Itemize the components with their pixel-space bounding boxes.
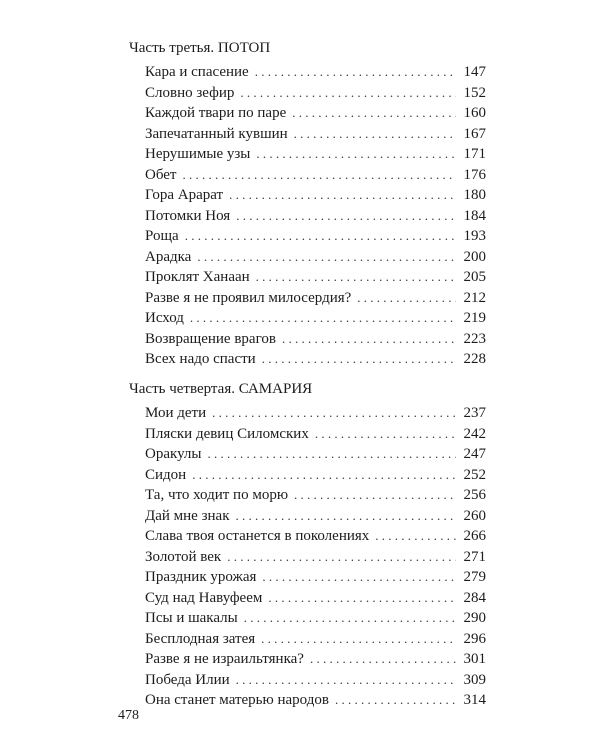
dot-leader [190, 308, 456, 329]
dot-leader [256, 267, 456, 288]
toc-entry-title: Каждой твари по паре [145, 105, 287, 121]
toc-entry-title: Исход [145, 310, 184, 326]
toc-entry[interactable] [145, 267, 486, 288]
toc-entry-title: Потомки Ноя [145, 207, 231, 224]
toc-entry-title: Кара и спасение [145, 64, 249, 80]
toc-list-part-3 [145, 62, 486, 370]
dot-leader [244, 608, 456, 629]
toc-entry-title: Запечатанный кувшин [145, 125, 288, 142]
toc-entry-page: 212 [463, 289, 486, 306]
toc-entry[interactable] [145, 83, 486, 104]
toc-entry-title: Слава твоя останется в поколениях [145, 528, 370, 544]
toc-entry[interactable] [145, 124, 486, 145]
dot-leader [261, 629, 456, 650]
toc-entry-page: 247 [463, 446, 486, 462]
toc-entry-page: 256 [463, 487, 486, 503]
dot-leader [197, 247, 456, 268]
toc-entry-page: 167 [463, 125, 486, 142]
toc-entry-title: Она станет матерью народов [145, 692, 329, 708]
toc-entry-title: Разве я не проявил милосердия? [145, 289, 352, 306]
dot-leader [255, 62, 456, 83]
dot-leader [240, 83, 456, 104]
toc-entry[interactable] [145, 629, 486, 650]
toc-entry[interactable] [145, 547, 486, 568]
toc-entry-title: Оракулы [145, 446, 202, 462]
toc-entry-page: 171 [463, 146, 486, 162]
toc-entry[interactable] [145, 206, 486, 227]
toc-entry-page: 279 [463, 569, 486, 585]
toc-entry[interactable] [145, 670, 486, 691]
toc-entry-page: 200 [463, 248, 486, 265]
toc-entry-title: Разве я не израильтянка? [145, 651, 304, 667]
dot-leader [282, 329, 456, 350]
toc-entry-page: 271 [463, 548, 486, 565]
toc-entry[interactable] [145, 308, 486, 329]
toc-entry[interactable] [145, 444, 486, 465]
dot-leader [192, 465, 456, 486]
toc-entry-page: 301 [463, 651, 486, 667]
toc-entry-page: 252 [463, 466, 486, 483]
toc-entry-title: Та, что ходит по морю [145, 487, 289, 503]
dot-leader [292, 103, 456, 124]
toc-entry[interactable] [145, 165, 486, 186]
dot-leader [236, 670, 456, 691]
toc-entry-title: Нерушимые узы [145, 146, 251, 162]
toc-entry[interactable] [145, 485, 486, 506]
toc-entry-page: 147 [463, 64, 486, 80]
dot-leader [262, 349, 456, 370]
dot-leader [335, 690, 456, 711]
dot-leader [357, 288, 456, 309]
toc-entry-title: Словно зефир [145, 84, 235, 101]
dot-leader [375, 526, 456, 547]
toc-entry-title: Бесплодная затея [145, 630, 256, 647]
toc-entry[interactable] [145, 465, 486, 486]
toc-entry[interactable] [145, 62, 486, 83]
toc-entry[interactable] [145, 424, 486, 445]
toc-entry-page: 176 [463, 166, 486, 183]
toc-entry-page: 152 [463, 84, 486, 101]
toc-entry-page: 309 [463, 671, 486, 688]
toc-entry-title: Дай мне знак [145, 507, 230, 524]
toc-entry[interactable] [145, 185, 486, 206]
toc-entry-page: 260 [463, 507, 486, 524]
page-number: 478 [118, 708, 139, 723]
toc-entry[interactable] [145, 247, 486, 268]
toc-entry-page: 193 [463, 228, 486, 244]
dot-leader [256, 144, 456, 165]
toc-entry[interactable] [145, 349, 486, 370]
toc-entry[interactable] [145, 103, 486, 124]
toc-entry-page: 266 [463, 528, 486, 544]
dot-leader [236, 206, 456, 227]
toc-entry[interactable] [145, 526, 486, 547]
toc-entry-title: Праздник урожая [145, 569, 257, 585]
dot-leader [315, 424, 456, 445]
toc-entry[interactable] [145, 588, 486, 609]
toc-entry-page: 228 [463, 351, 486, 367]
dot-leader [212, 403, 456, 424]
toc-entry-title: Арадка [145, 248, 192, 265]
dot-leader [229, 185, 456, 206]
toc-entry-page: 284 [463, 589, 486, 606]
dot-leader [262, 567, 456, 588]
toc-entry-page: 184 [463, 207, 486, 224]
toc-entry-page: 314 [463, 692, 486, 708]
toc-list-part-4 [145, 403, 486, 711]
toc-entry-title: Сидон [145, 466, 187, 483]
toc-entry[interactable] [145, 403, 486, 424]
dot-leader [185, 226, 456, 247]
toc-entry-title: Золотой век [145, 548, 222, 565]
toc-entry-title: Гора Арарат [145, 187, 224, 203]
dot-leader [294, 485, 456, 506]
toc-entry[interactable] [145, 567, 486, 588]
part-title-4: Часть четвертая. САМАРИЯ [129, 381, 313, 397]
toc-entry-title: Обет [145, 166, 177, 183]
toc-entry[interactable] [145, 329, 486, 350]
dot-leader [236, 506, 457, 527]
toc-entry-page: 290 [463, 610, 486, 626]
toc-entry[interactable] [145, 690, 486, 711]
toc-entry-page: 242 [463, 425, 486, 442]
toc-entry-title: Псы и шакалы [145, 610, 238, 626]
toc-entry-title: Роща [145, 228, 179, 244]
toc-entry-title: Возвращение врагов [145, 330, 276, 347]
toc-entry[interactable] [145, 649, 486, 670]
toc-entry[interactable] [145, 226, 486, 247]
toc-entry-title: Суд над Навуфеем [145, 589, 263, 606]
toc-entry[interactable] [145, 608, 486, 629]
toc-entry-page: 219 [463, 310, 486, 326]
toc-entry-page: 296 [463, 630, 486, 647]
dot-leader [227, 547, 456, 568]
toc-entry-page: 160 [463, 105, 486, 121]
toc-entry-title: Победа Илии [145, 671, 230, 688]
dot-leader [268, 588, 456, 609]
toc-entry-page: 205 [463, 269, 486, 285]
dot-leader [310, 649, 456, 670]
toc-entry-page: 237 [463, 405, 486, 421]
toc-entry[interactable] [145, 506, 486, 527]
toc-entry-page: 223 [463, 330, 486, 347]
toc-entry-title: Проклят Ханаан [145, 269, 250, 285]
toc-entry-page: 180 [463, 187, 486, 203]
dot-leader [294, 124, 456, 145]
part-title-3: Часть третья. ПОТОП [129, 40, 271, 56]
toc-entry[interactable] [145, 144, 486, 165]
toc-entry-title: Мои дети [145, 405, 207, 421]
toc-entry-title: Пляски девиц Силомских [145, 425, 309, 442]
toc-entry[interactable] [145, 288, 486, 309]
dot-leader [207, 444, 456, 465]
toc-entry-title: Всех надо спасти [145, 351, 256, 367]
dot-leader [182, 165, 456, 186]
